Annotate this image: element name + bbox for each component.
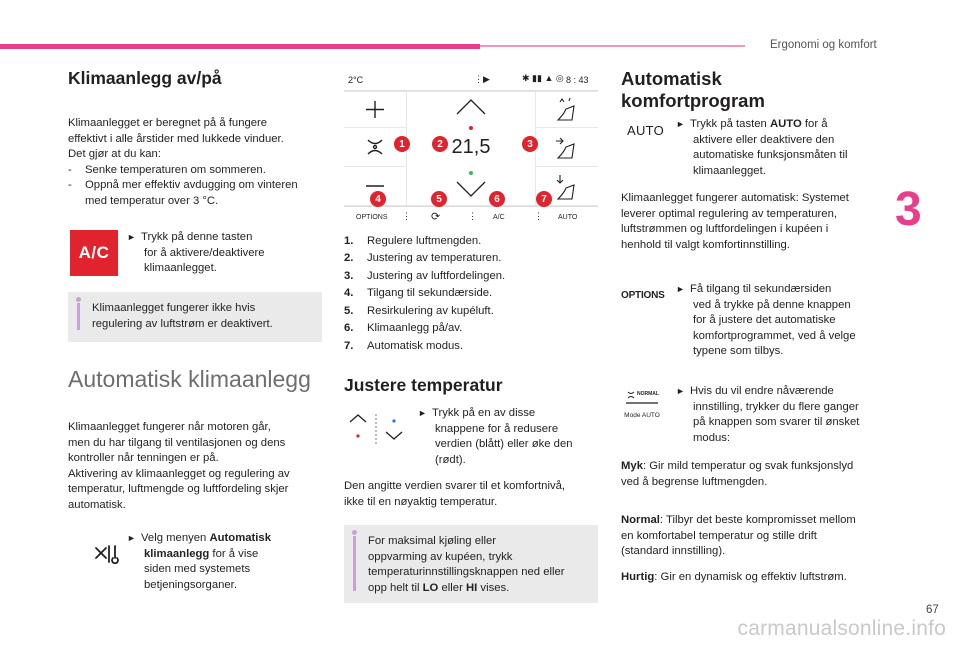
temperature-chevrons-icon [344,412,408,446]
airflow-windscreen-button[interactable] [536,92,598,127]
info-box-max-cooling: For maksimal kjøling eller oppvarming av kupéen, trykk temperaturinnstillingsknappen ned eller opp helt til LO eller HI vises. [344,525,598,603]
heading-adjust-temperature: Justere temperatur [344,375,503,395]
chapter-number: 3 [895,183,922,236]
outside-temperature: 2°C [348,75,364,85]
mode-auto-label: Mode AUTO [624,412,660,419]
status-icons: ✱ ▮▮ ▲ ◎ [522,73,564,83]
ac-button-text: ► Trykk på denne tasten for å aktivere/deaktivere klimaanlegget. [127,231,265,274]
adjust-temp-text: ► Trykk på en av disse knappene for å redusere verdien (blått) eller øke den (rødt). [418,407,573,466]
section-title: Ergonomi og komfort [770,39,877,51]
ac-toggle-button[interactable]: A/C [493,214,505,221]
callout-badge-5: 5 [431,191,447,207]
auto-button[interactable]: AUTO [558,214,578,221]
ac-intro: Klimaanlegget er beregnet på å fungere effektivt i alle årstider med lukkede vinduer. Det gjør at du kan: - Senke temperaturen om sommeren. - Oppnå mer effektiv avdugging om vinteren med temperatur over 3 °C. [68,117,298,207]
list-item: 3. Justering av luftfordelingen. [344,269,506,282]
options-text: ► Få tilgang til sekundærsiden ved å trykke på denne knappen for å justere det automatiske komfortprogrammet, ved å velge typene som tilbys. [676,283,856,357]
mode-myk: Myk: Gir mild temperatur og svak funksjonslyd ved å begrense luftmengden. [621,460,854,488]
airflow-face-button[interactable] [536,128,598,166]
list-item: 4. Tilgang til sekundærside. [344,287,493,300]
mode-hurtig: Hurtig: Gir en dynamisk og effektiv luftstrøm. [621,571,847,583]
list-item: 5. Resirkulering av kupéluft. [344,304,494,317]
list-item: 7. Automatisk modus. [344,339,464,352]
info-icon [76,297,81,302]
auto-button-icon: AUTO [627,123,665,138]
watermark: carmanualsonline.info [737,617,946,640]
callout-badge-1: 1 [394,136,410,152]
screen-legend-list [344,232,505,355]
temp-red-dot [469,126,473,130]
header-accent-line [480,45,745,47]
callout-badge-2: 2 [432,136,448,152]
temp-up-chevron [457,100,485,114]
auto-text: ► Trykk på tasten AUTO for å aktivere eller deaktivere den automatiske funksjonsmåten til klimaanlegget. [676,118,848,177]
info-icon [352,530,357,535]
fan-increase-button[interactable] [344,92,406,127]
callout-badge-3: 3 [522,136,538,152]
list-item: 2. Justering av temperaturen. [344,252,502,265]
mode-text: ► Hvis du vil endre nåværende innstilling, trykker du flere ganger på knappen som svarer til ønsket modus: [676,385,860,444]
recirculation-icon[interactable]: ⟳ [431,211,441,223]
callout-badge-7: 7 [536,191,552,207]
mode-auto-icon [622,388,662,419]
temp-green-dot [469,171,473,175]
climate-menu-text: ► Velg menyen Automatisk klimaanlegg for å vise siden med systemets betjeningsorganer. [127,532,271,591]
climate-menu-icon [92,542,122,566]
header-accent-bar [0,44,480,49]
automatic-ac-text: Klimaanlegget fungerer når motoren går, men du har tilgang til ventilasjonen og dens kontroller når tenningen er på. Aktivering av klimaanlegget og regulering av temperatur, luftmengde og luftfordeling skjer automatisk. [68,421,290,511]
temperature-control [407,92,535,205]
heading-ac-onoff: Klimaanlegg av/på [68,68,222,88]
options-button[interactable]: OPTIONS [356,214,388,221]
screen-status-bar [344,70,598,91]
info-box-airflow: Klimaanlegget fungerer ikke hvis regulering av luftstrøm er deaktivert. [68,292,322,342]
temperature-value: 21,5 [451,136,491,158]
mode-normal: Normal: Tilbyr det beste kompromisset mellom en komfortabel temperatur og stille drift (standard innstilling). [621,514,856,557]
callout-badge-4: 4 [370,191,386,207]
screen-bottom-bar: OPTIONS ⋮ ⟳ ⋮ A/C ⋮ AUTO [344,206,598,227]
comfort-level-text: Den angitte verdien svarer til et komfortnivå, ikke til en nøyaktig temperatur. [344,480,566,508]
more-icon: ⋮▶ [474,74,490,84]
climate-touchscreen [344,70,598,227]
temp-down-chevron [457,182,485,196]
list-item: 6. Klimaanlegg på/av. [344,322,463,335]
list-item: 1. Regulere luftmengden. [344,234,482,247]
automatic-comfort-text: Klimaanlegget fungerer automatisk: Systemet leverer optimal regulering av temperaturen, luftstrømmen og luftfordelingen i kupéen i henhold til valgt komfortinnstilling. [621,192,849,251]
heading-automatic-ac: Automatisk klimaanlegg [68,366,311,392]
page-number: 67 [926,604,939,616]
heading-automatic-comfort: Automatisk komfortprogram [621,68,765,112]
ac-button-icon: A/C [70,230,118,276]
mode-normal-label: NORMAL [637,391,659,397]
options-button-icon: OPTIONS [621,290,665,301]
callout-badge-6: 6 [489,191,505,207]
clock: 8 : 43 [566,75,589,85]
